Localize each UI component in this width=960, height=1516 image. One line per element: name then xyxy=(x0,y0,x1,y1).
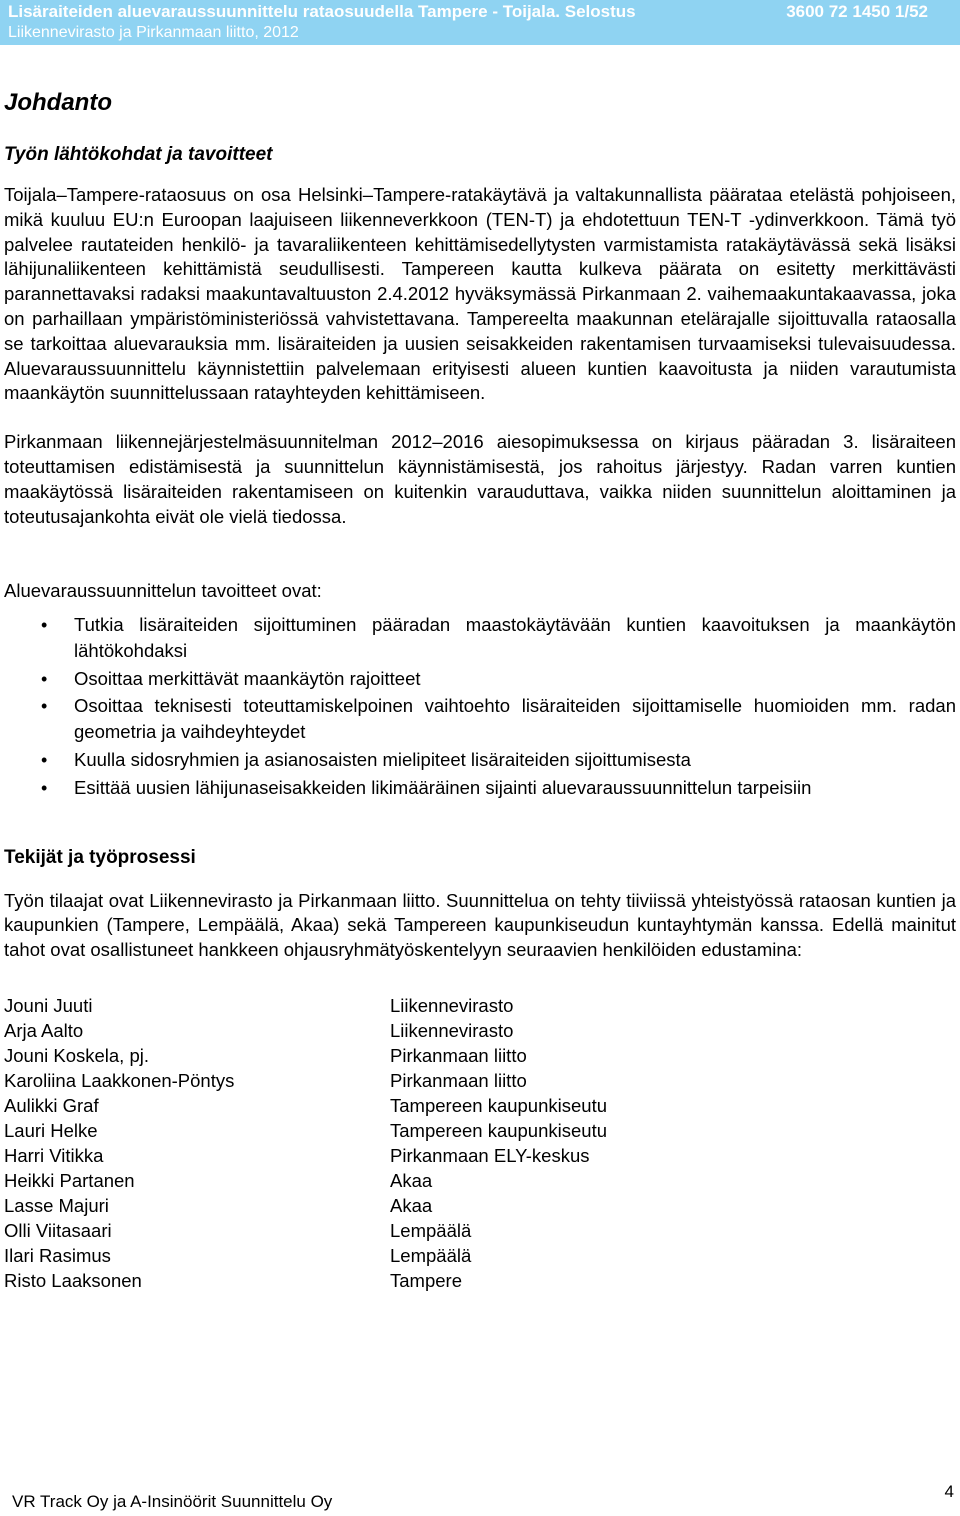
person-name: Karoliina Laakkonen-Pöntys xyxy=(4,1069,235,1091)
person-name: Aulikki Graf xyxy=(4,1094,99,1116)
goal-item: • Osoittaa teknisesti toteuttamiskelpoinen vaihtoehto lisäraiteiden sijoittamiselle huomioiden mm. radan geometria ja vaihdeyhteydet xyxy=(41,695,956,743)
page-number: 4 xyxy=(944,1482,954,1501)
chapter-heading: Johdanto xyxy=(4,89,112,116)
list-item xyxy=(4,1068,956,1093)
goals-list xyxy=(4,612,956,800)
person-name: Jouni Juuti xyxy=(4,994,93,1016)
paragraph-background: Toijala–Tampere-rataosuus on osa Helsinki–Tampere-ratakäytävä ja valtakunnallista päärataa etelästä pohjoiseen, mikä kuuluu EU:n Euroopan laajuiseen liikenneverkkoon (TEN-T) ja ehdotettuun TEN-T -ydinverkkoon. Tämä työ palvelee rautateiden henkilö- ja tavaraliikenteen kehittämisedellytysten varmistamista ratakäytävässä sekä lisäksi lähijunaliikenteen kehittämistä seudullisesti. Tampereen kautta kulkeva päärata on esitetty merkittävästi parannettavaksi radaksi maakuntavaltuuston 2.4.2012 hyväksymässä Pirkanmaan 2. vaihemaakuntakaavassa, joka on parhaillaan ympäristöministeriössä vahvistettavana. Tampereelta maakunnan etelärajalle sijoittuvalla rataosalla se tarkoittaa aluevarauksia mm. lisäraiteiden ja uusien seisakkeiden rakentamisen turvaamiseksi tulevaisuudessa. Aluevaraussuunnittelu käynnistettiin palvelemaan erityisesti alueen kuntien kaavoitusta ja niiden varautumista maankäytön suunnittelussaan ratayhteyden kehittämiseen. xyxy=(4,184,956,404)
document-body xyxy=(4,86,956,1293)
footer-company: VR Track Oy ja A-Insinöörit Suunnittelu Oy xyxy=(12,1492,333,1511)
list-item xyxy=(4,1018,956,1043)
person-organization: Akaa xyxy=(390,1169,433,1191)
document-organization: Liikennevirasto ja Pirkanmaan liitto, 2012 xyxy=(8,24,299,41)
person-organization: Tampere xyxy=(390,1269,462,1291)
goal-item: • Tutkia lisäraiteiden sijoittuminen pääradan maastokäytävään kuntien kaavoituksen ja maankäytön lähtökohdaksi xyxy=(41,614,956,662)
list-item xyxy=(4,1093,956,1118)
person-name: Lauri Helke xyxy=(4,1119,98,1141)
person-organization: Lempäälä xyxy=(390,1219,472,1241)
goal-item: • Osoittaa merkittävät maankäytön rajoitteet xyxy=(4,666,956,692)
document-page-ref: 3600 72 1450 1/52 xyxy=(786,2,928,21)
list-item xyxy=(4,1043,956,1068)
person-name: Olli Viitasaari xyxy=(4,1219,112,1241)
goals-intro: Aluevaraussuunnittelun tavoitteet ovat: xyxy=(4,580,322,602)
person-name: Jouni Koskela, pj. xyxy=(4,1044,150,1066)
person-name: Arja Aalto xyxy=(4,1019,84,1041)
person-organization: Akaa xyxy=(390,1194,433,1216)
list-item xyxy=(4,1193,956,1218)
bullet-icon: • xyxy=(41,749,48,770)
person-organization: Pirkanmaan ELY-keskus xyxy=(390,1144,590,1166)
header-bar xyxy=(0,0,960,45)
person-name: Ilari Rasimus xyxy=(4,1244,111,1266)
person-name: Heikki Partanen xyxy=(4,1169,135,1191)
list-item xyxy=(4,1268,956,1293)
list-item xyxy=(4,1118,956,1143)
document-title: Lisäraiteiden aluevaraussuunnittelu rataosuudella Tampere - Toijala. Selostus xyxy=(8,2,636,21)
goal-item: • Kuulla sidosryhmien ja asianosaisten mielipiteet lisäraiteiden sijoittumisesta xyxy=(4,747,956,773)
bullet-icon: • xyxy=(41,668,48,689)
person-organization: Pirkanmaan liitto xyxy=(390,1069,527,1091)
person-organization: Tampereen kaupunkiseutu xyxy=(390,1119,608,1141)
bullet-icon: • xyxy=(41,696,48,717)
list-item xyxy=(4,1168,956,1193)
paragraph-transport-plan: Pirkanmaan liikennejärjestelmäsuunnitelman 2012–2016 aiesopimuksessa on kirjaus pääradan 3. lisäraiteen toteuttamisen edistämisestä ja suunnittelun käynnistämisestä, jos rahoitus järjestyy. Radan varren kuntien maakäytössä lisäraiteiden rakentamiseen on kuitenkin varauduttava, vaikka niiden suunnittelun aloittaminen ja toteutusajankohta eivät ole vielä tiedossa. xyxy=(4,431,956,527)
section-title-authors: Tekijät ja työprosessi xyxy=(4,846,196,868)
person-organization: Liikennevirasto xyxy=(390,1019,514,1041)
steering-group-list xyxy=(4,993,956,1293)
person-organization: Tampereen kaupunkiseutu xyxy=(390,1094,608,1116)
list-item xyxy=(4,1143,956,1168)
bullet-icon: • xyxy=(41,777,48,798)
person-name: Lasse Majuri xyxy=(4,1194,109,1216)
list-item xyxy=(4,1243,956,1268)
person-name: Risto Laaksonen xyxy=(4,1269,142,1291)
person-organization: Lempäälä xyxy=(390,1244,472,1266)
person-name: Harri Vitikka xyxy=(4,1144,104,1166)
goal-item: • Esittää uusien lähijunaseisakkeiden likimääräinen sijainti aluevaraussuunnittelun tarpeisiin xyxy=(4,775,956,801)
person-organization: Pirkanmaan liitto xyxy=(390,1044,527,1066)
person-organization: Liikennevirasto xyxy=(390,994,514,1016)
section-title-starting-points: Työn lähtökohdat ja tavoitteet xyxy=(4,144,273,165)
bullet-icon: • xyxy=(41,615,48,636)
list-item xyxy=(4,1218,956,1243)
list-item xyxy=(4,993,956,1018)
paragraph-authors: Työn tilaajat ovat Liikennevirasto ja Pirkanmaan liitto. Suunnittelua on tehty tiiviissä yhteistyössä rataosan kuntien ja kaupunkien (Tampere, Lempäälä, Akaa) sekä Tampereen kaupunkiseudun kuntayhtymän kanssa. Edellä mainitut tahot ovat osallistuneet hankkeen ohjausryhmätyöskentelyyn seuraavien henkilöiden edustamina: xyxy=(4,889,956,961)
